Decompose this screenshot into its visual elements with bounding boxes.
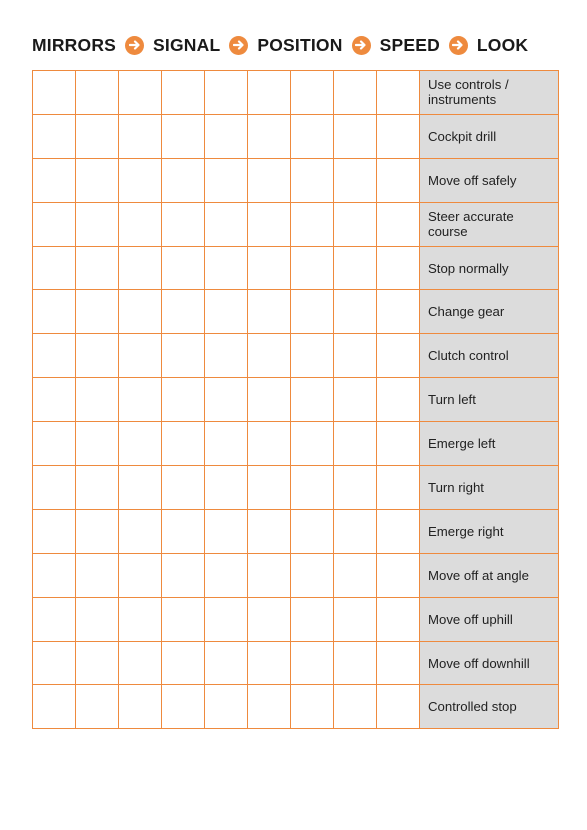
tick-cell[interactable] bbox=[291, 466, 334, 510]
tick-cell[interactable] bbox=[33, 598, 76, 642]
tick-cell[interactable] bbox=[334, 554, 377, 598]
tick-cell[interactable] bbox=[162, 466, 205, 510]
tick-cell[interactable] bbox=[291, 71, 334, 115]
tick-cell[interactable] bbox=[119, 598, 162, 642]
tick-cell[interactable] bbox=[377, 203, 420, 247]
tick-cell[interactable] bbox=[119, 115, 162, 159]
tick-cell[interactable] bbox=[119, 247, 162, 291]
grid-row bbox=[33, 510, 559, 554]
tick-cell[interactable] bbox=[334, 685, 377, 729]
tick-cell[interactable] bbox=[119, 203, 162, 247]
tick-cell[interactable] bbox=[76, 598, 119, 642]
grid-row bbox=[33, 247, 559, 291]
tick-cell[interactable] bbox=[162, 685, 205, 729]
tick-cell[interactable] bbox=[205, 334, 248, 378]
tick-cell[interactable] bbox=[33, 247, 76, 291]
tick-cell[interactable] bbox=[33, 71, 76, 115]
header-word-speed: SPEED bbox=[379, 35, 440, 55]
tick-cell[interactable] bbox=[76, 334, 119, 378]
tick-cell[interactable] bbox=[119, 554, 162, 598]
tick-cell[interactable] bbox=[291, 422, 334, 466]
tick-cell[interactable] bbox=[162, 598, 205, 642]
tick-cell[interactable] bbox=[334, 334, 377, 378]
tick-cell[interactable] bbox=[248, 378, 291, 422]
tick-cell[interactable] bbox=[76, 159, 119, 203]
tick-cell[interactable] bbox=[248, 510, 291, 554]
tick-cell[interactable] bbox=[119, 334, 162, 378]
tick-cell[interactable] bbox=[76, 247, 119, 291]
skill-label: Clutch control bbox=[420, 334, 559, 378]
tick-cell[interactable] bbox=[377, 378, 420, 422]
tick-cell[interactable] bbox=[205, 203, 248, 247]
tick-cell[interactable] bbox=[334, 290, 377, 334]
tick-cell[interactable] bbox=[205, 71, 248, 115]
tick-cell[interactable] bbox=[205, 422, 248, 466]
tick-cell[interactable] bbox=[334, 598, 377, 642]
tick-cell[interactable] bbox=[162, 378, 205, 422]
skill-label: Move off safely bbox=[420, 159, 559, 203]
tick-cell[interactable] bbox=[248, 334, 291, 378]
tick-cell[interactable] bbox=[377, 334, 420, 378]
tick-cell[interactable] bbox=[205, 685, 248, 729]
tick-cell[interactable] bbox=[33, 642, 76, 686]
grid-row bbox=[33, 598, 559, 642]
skill-label: Turn left bbox=[420, 378, 559, 422]
skill-label: Use controls / instruments bbox=[420, 71, 559, 115]
grid-row bbox=[33, 290, 559, 334]
tick-cell[interactable] bbox=[76, 466, 119, 510]
tick-cell[interactable] bbox=[76, 554, 119, 598]
skill-label: Emerge left bbox=[420, 422, 559, 466]
tick-cell[interactable] bbox=[162, 510, 205, 554]
arrow-right-icon bbox=[352, 36, 371, 55]
tick-cell[interactable] bbox=[119, 685, 162, 729]
tick-cell[interactable] bbox=[248, 115, 291, 159]
tick-cell[interactable] bbox=[119, 642, 162, 686]
tick-cell[interactable] bbox=[205, 159, 248, 203]
tick-cell[interactable] bbox=[33, 554, 76, 598]
tick-cell[interactable] bbox=[119, 466, 162, 510]
tick-cell[interactable] bbox=[377, 642, 420, 686]
tick-cell[interactable] bbox=[76, 203, 119, 247]
grid-row bbox=[33, 71, 559, 115]
tick-cell[interactable] bbox=[248, 290, 291, 334]
tick-cell[interactable] bbox=[76, 115, 119, 159]
skill-label: Stop normally bbox=[420, 247, 559, 291]
tick-cell[interactable] bbox=[33, 334, 76, 378]
tick-cell[interactable] bbox=[377, 466, 420, 510]
tick-cell[interactable] bbox=[119, 71, 162, 115]
tick-cell[interactable] bbox=[377, 115, 420, 159]
tick-cell[interactable] bbox=[248, 422, 291, 466]
tick-cell[interactable] bbox=[377, 71, 420, 115]
tick-cell[interactable] bbox=[33, 290, 76, 334]
tick-cell[interactable] bbox=[162, 247, 205, 291]
header-word-signal: SIGNAL bbox=[153, 35, 221, 55]
tick-cell[interactable] bbox=[248, 554, 291, 598]
skill-label: Move off downhill bbox=[420, 642, 559, 686]
tick-cell[interactable] bbox=[33, 422, 76, 466]
tick-cell[interactable] bbox=[119, 290, 162, 334]
tick-cell[interactable] bbox=[33, 159, 76, 203]
tick-cell[interactable] bbox=[162, 203, 205, 247]
skill-label: Controlled stop bbox=[420, 685, 559, 729]
tick-cell[interactable] bbox=[291, 598, 334, 642]
header-word-mirrors: MIRRORS bbox=[32, 35, 117, 55]
tick-cell[interactable] bbox=[248, 159, 291, 203]
tick-cell[interactable] bbox=[377, 598, 420, 642]
tick-cell[interactable] bbox=[162, 554, 205, 598]
arrow-right-icon bbox=[449, 36, 468, 55]
tick-cell[interactable] bbox=[248, 598, 291, 642]
tick-cell[interactable] bbox=[76, 422, 119, 466]
tick-cell[interactable] bbox=[291, 378, 334, 422]
tick-cell[interactable] bbox=[377, 290, 420, 334]
grid-row bbox=[33, 642, 559, 686]
tick-cell[interactable] bbox=[248, 642, 291, 686]
tick-cell[interactable] bbox=[119, 510, 162, 554]
tick-cell[interactable] bbox=[205, 554, 248, 598]
tick-cell[interactable] bbox=[248, 71, 291, 115]
tick-cell[interactable] bbox=[162, 290, 205, 334]
tick-cell[interactable] bbox=[205, 378, 248, 422]
tick-cell[interactable] bbox=[205, 598, 248, 642]
tick-cell[interactable] bbox=[248, 466, 291, 510]
tick-cell[interactable] bbox=[119, 422, 162, 466]
skill-label: Emerge right bbox=[420, 510, 559, 554]
tick-cell[interactable] bbox=[76, 642, 119, 686]
header-word-look: LOOK bbox=[476, 35, 529, 55]
tick-cell[interactable] bbox=[76, 290, 119, 334]
tick-cell[interactable] bbox=[205, 466, 248, 510]
grid-row bbox=[33, 685, 559, 729]
tick-cell[interactable] bbox=[76, 685, 119, 729]
skill-label: Change gear bbox=[420, 290, 559, 334]
tick-cell[interactable] bbox=[291, 642, 334, 686]
tick-cell[interactable] bbox=[334, 115, 377, 159]
skill-label: Move off uphill bbox=[420, 598, 559, 642]
tick-cell[interactable] bbox=[162, 422, 205, 466]
arrow-right-icon bbox=[229, 36, 248, 55]
tick-cell[interactable] bbox=[291, 247, 334, 291]
tick-cell[interactable] bbox=[76, 71, 119, 115]
tick-cell[interactable] bbox=[334, 71, 377, 115]
skill-label: Steer accurate course bbox=[420, 203, 559, 247]
tick-cell[interactable] bbox=[33, 203, 76, 247]
grid-row bbox=[33, 115, 559, 159]
tick-cell[interactable] bbox=[334, 642, 377, 686]
tick-cell[interactable] bbox=[162, 334, 205, 378]
tick-cell[interactable] bbox=[162, 71, 205, 115]
tick-cell[interactable] bbox=[162, 115, 205, 159]
tick-cell[interactable] bbox=[33, 685, 76, 729]
routine-header bbox=[32, 33, 562, 57]
tick-cell[interactable] bbox=[377, 159, 420, 203]
skill-label: Move off at angle bbox=[420, 554, 559, 598]
grid-row bbox=[33, 554, 559, 598]
tick-cell[interactable] bbox=[334, 203, 377, 247]
tick-cell[interactable] bbox=[162, 159, 205, 203]
tick-cell[interactable] bbox=[334, 466, 377, 510]
grid-row bbox=[33, 422, 559, 466]
tick-cell[interactable] bbox=[33, 378, 76, 422]
tick-cell[interactable] bbox=[334, 422, 377, 466]
tick-cell[interactable] bbox=[248, 247, 291, 291]
grid-row bbox=[33, 466, 559, 510]
progress-grid bbox=[32, 70, 559, 729]
tick-cell[interactable] bbox=[76, 378, 119, 422]
header-word-position: POSITION bbox=[257, 35, 343, 55]
tick-cell[interactable] bbox=[291, 203, 334, 247]
tick-cell[interactable] bbox=[291, 685, 334, 729]
tick-cell[interactable] bbox=[205, 290, 248, 334]
tick-cell[interactable] bbox=[205, 642, 248, 686]
tick-cell[interactable] bbox=[377, 554, 420, 598]
tick-cell[interactable] bbox=[119, 378, 162, 422]
grid-row bbox=[33, 159, 559, 203]
tick-cell[interactable] bbox=[205, 510, 248, 554]
tick-cell[interactable] bbox=[248, 203, 291, 247]
tick-cell[interactable] bbox=[334, 378, 377, 422]
tick-cell[interactable] bbox=[291, 290, 334, 334]
arrow-right-icon bbox=[125, 36, 144, 55]
tick-cell[interactable] bbox=[334, 510, 377, 554]
skill-label: Turn right bbox=[420, 466, 559, 510]
tick-cell[interactable] bbox=[291, 115, 334, 159]
tick-cell[interactable] bbox=[377, 510, 420, 554]
tick-cell[interactable] bbox=[119, 159, 162, 203]
tick-cell[interactable] bbox=[291, 334, 334, 378]
tick-cell[interactable] bbox=[377, 685, 420, 729]
tick-cell[interactable] bbox=[162, 642, 205, 686]
tick-cell[interactable] bbox=[33, 510, 76, 554]
tick-cell[interactable] bbox=[377, 422, 420, 466]
tick-cell[interactable] bbox=[334, 159, 377, 203]
tick-cell[interactable] bbox=[377, 247, 420, 291]
tick-cell[interactable] bbox=[291, 554, 334, 598]
tick-cell[interactable] bbox=[205, 247, 248, 291]
skill-label: Cockpit drill bbox=[420, 115, 559, 159]
tick-cell[interactable] bbox=[291, 159, 334, 203]
tick-cell[interactable] bbox=[33, 115, 76, 159]
grid-row bbox=[33, 378, 559, 422]
tick-cell[interactable] bbox=[248, 685, 291, 729]
tick-cell[interactable] bbox=[33, 466, 76, 510]
tick-cell[interactable] bbox=[291, 510, 334, 554]
grid-row bbox=[33, 203, 559, 247]
tick-cell[interactable] bbox=[205, 115, 248, 159]
grid-row bbox=[33, 334, 559, 378]
tick-cell[interactable] bbox=[76, 510, 119, 554]
tick-cell[interactable] bbox=[334, 247, 377, 291]
